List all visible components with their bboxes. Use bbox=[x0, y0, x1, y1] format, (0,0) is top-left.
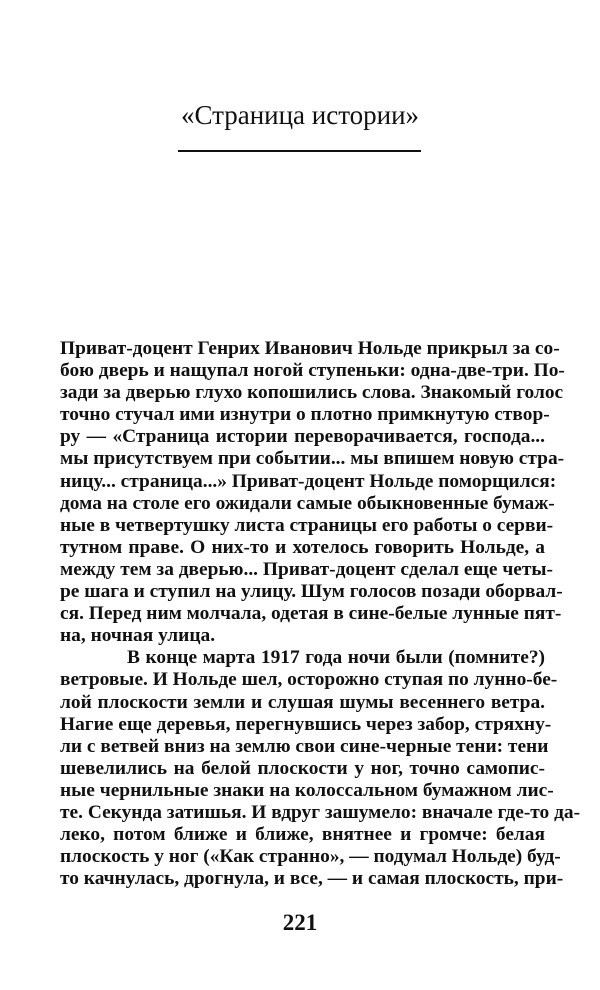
text-line: ру — «Страница истории переворачивается, господа... bbox=[60, 426, 545, 448]
chapter-title: «Страница истории» bbox=[180, 100, 420, 130]
text-line: зади за дверью глухо копошились слова. Знакомый голос bbox=[60, 382, 564, 404]
text-line: В конце марта 1917 года ночи были (помните?) bbox=[127, 647, 545, 669]
text-line: тутном праве. О них-то и хотелось говорить Нольде, а bbox=[60, 536, 545, 558]
text-line: ницу... страница...» Приват-доцент Нольде поморщился: bbox=[60, 470, 557, 492]
page-number: 221 bbox=[282, 910, 318, 935]
text-line: между тем за дверью... Приват-доцент сделал еще четы- bbox=[60, 558, 553, 580]
text-line: ные чернильные знаки на колоссальном бумажном лис- bbox=[60, 779, 554, 801]
text-line: ли с ветвей вниз на землю свои сине-черные тени: тени bbox=[60, 735, 549, 757]
text-line: плоскость у ног («Как странно», — подумал Нольде) буд- bbox=[60, 846, 561, 868]
text-line: леко, потом ближе и ближе, внятнее и громче: белая bbox=[60, 824, 545, 846]
text-line: Нагие еще деревья, перегнувшись через забор, стряхну- bbox=[60, 713, 552, 735]
text-line: то качнулась, дрогнула, и все, — и самая плоскость, при- bbox=[60, 868, 564, 890]
text-line: на, ночная улица. bbox=[60, 625, 216, 647]
text-line: бою дверь и нащупал ногой ступеньки: одна-две-три. По- bbox=[60, 360, 565, 382]
text-line: ре шага и ступил на улицу. Шум голосов позади оборвал- bbox=[60, 581, 563, 603]
text-line: Приват-доцент Генрих Иванович Нольде прикрыл за со- bbox=[60, 338, 560, 359]
body-text bbox=[60, 338, 581, 890]
text-line: те. Секунда затишья. И вдруг зашумело: вначале где-то да- bbox=[60, 801, 581, 823]
text-line: ся. Перед ним молчала, одетая в сине-белые лунные пят- bbox=[60, 603, 562, 625]
title-divider bbox=[178, 150, 421, 152]
text-line: мы присутствуем при событии... мы впишем новую стра- bbox=[60, 448, 565, 470]
text-line: точно стучал ими изнутри о плотно примкнутую створ- bbox=[60, 404, 550, 426]
text-line: ветровые. И Нольде шел, осторожно ступая по лунно-бе- bbox=[60, 669, 558, 691]
text-line: ные в четвертушку листа страницы его работы о серви- bbox=[60, 514, 554, 536]
text-line: дома на столе его ожидали самые обыкновенные бумаж- bbox=[60, 492, 555, 514]
text-line: шевелились на белой плоскости у ног, точно самопис- bbox=[60, 757, 545, 779]
text-line: лой плоскости земли и слушая шумы весеннего ветра. bbox=[60, 691, 545, 713]
